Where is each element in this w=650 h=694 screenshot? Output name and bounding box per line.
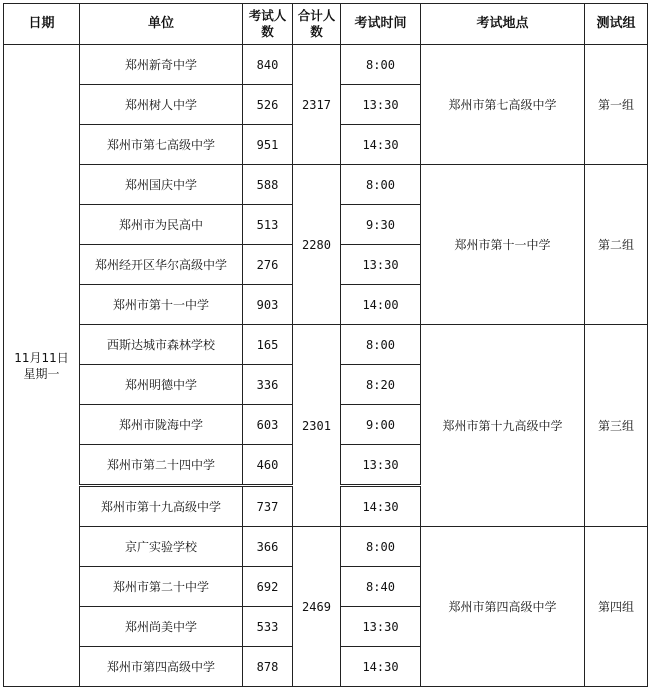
- date-cell: [4, 45, 80, 687]
- unit-cell: 郑州明德中学: [80, 365, 243, 405]
- time-cell: 13:30: [341, 85, 421, 125]
- date-text: 11月11日: [14, 350, 69, 365]
- count-cell: 737: [243, 486, 293, 527]
- unit-cell: 郑州经开区华尔高级中学: [80, 245, 243, 285]
- time-cell: 13:30: [341, 245, 421, 285]
- time-cell: 9:30: [341, 205, 421, 245]
- unit-cell: 郑州国庆中学: [80, 165, 243, 205]
- total-cell: 2317: [293, 45, 341, 165]
- count-cell: 903: [243, 285, 293, 325]
- header-unit: 单位: [80, 4, 243, 45]
- count-cell: 878: [243, 647, 293, 687]
- time-cell: 13:30: [341, 445, 421, 486]
- table-row: [4, 325, 648, 365]
- table-row: [4, 165, 648, 205]
- count-cell: 165: [243, 325, 293, 365]
- header-exam-count: 考试人数: [243, 4, 293, 45]
- unit-cell: 郑州市第十九高级中学: [80, 486, 243, 527]
- unit-cell: 郑州市陇海中学: [80, 405, 243, 445]
- weekday-text: 星期一: [23, 366, 60, 381]
- group-cell: 第一组: [585, 45, 648, 165]
- time-cell: 8:00: [341, 165, 421, 205]
- location-cell: 郑州市第七高级中学: [421, 45, 585, 165]
- unit-cell: 郑州市第二十中学: [80, 567, 243, 607]
- unit-cell: 西斯达城市森林学校: [80, 325, 243, 365]
- count-cell: 276: [243, 245, 293, 285]
- time-cell: 14:30: [341, 125, 421, 165]
- header-exam-time: 考试时间: [341, 4, 421, 45]
- unit-cell: 京广实验学校: [80, 527, 243, 567]
- total-cell: 2280: [293, 165, 341, 325]
- count-cell: 336: [243, 365, 293, 405]
- time-cell: 9:00: [341, 405, 421, 445]
- header-date: 日期: [4, 4, 80, 45]
- time-cell: 8:00: [341, 45, 421, 85]
- header-total-count: 合计人数: [293, 4, 341, 45]
- header-row: [4, 4, 648, 45]
- unit-cell: 郑州市第二十四中学: [80, 445, 243, 486]
- unit-cell: 郑州树人中学: [80, 85, 243, 125]
- count-cell: 526: [243, 85, 293, 125]
- unit-cell: 郑州市第四高级中学: [80, 647, 243, 687]
- time-cell: 8:20: [341, 365, 421, 405]
- time-cell: 14:30: [341, 647, 421, 687]
- time-cell: 8:40: [341, 567, 421, 607]
- group-cell: 第二组: [585, 165, 648, 325]
- location-cell: 郑州市第四高级中学: [421, 527, 585, 687]
- time-cell: 14:00: [341, 285, 421, 325]
- table-row: [4, 45, 648, 85]
- unit-cell: 郑州新奇中学: [80, 45, 243, 85]
- total-cell: 2469: [293, 527, 341, 687]
- count-cell: 840: [243, 45, 293, 85]
- count-cell: 533: [243, 607, 293, 647]
- time-cell: 14:30: [341, 486, 421, 527]
- header-location: 考试地点: [421, 4, 585, 45]
- group-cell: 第三组: [585, 325, 648, 527]
- count-cell: 513: [243, 205, 293, 245]
- header-group: 测试组: [585, 4, 648, 45]
- location-cell: 郑州市第十九高级中学: [421, 325, 585, 527]
- time-cell: 13:30: [341, 607, 421, 647]
- location-cell: 郑州市第十一中学: [421, 165, 585, 325]
- table-row: [4, 527, 648, 567]
- count-cell: 951: [243, 125, 293, 165]
- count-cell: 692: [243, 567, 293, 607]
- group-cell: 第四组: [585, 527, 648, 687]
- unit-cell: 郑州市第七高级中学: [80, 125, 243, 165]
- time-cell: 8:00: [341, 527, 421, 567]
- count-cell: 460: [243, 445, 293, 486]
- unit-cell: 郑州市为民高中: [80, 205, 243, 245]
- exam-schedule-table: [3, 3, 648, 687]
- count-cell: 366: [243, 527, 293, 567]
- total-cell: 2301: [293, 325, 341, 527]
- unit-cell: 郑州尚美中学: [80, 607, 243, 647]
- count-cell: 588: [243, 165, 293, 205]
- time-cell: 8:00: [341, 325, 421, 365]
- count-cell: 603: [243, 405, 293, 445]
- unit-cell: 郑州市第十一中学: [80, 285, 243, 325]
